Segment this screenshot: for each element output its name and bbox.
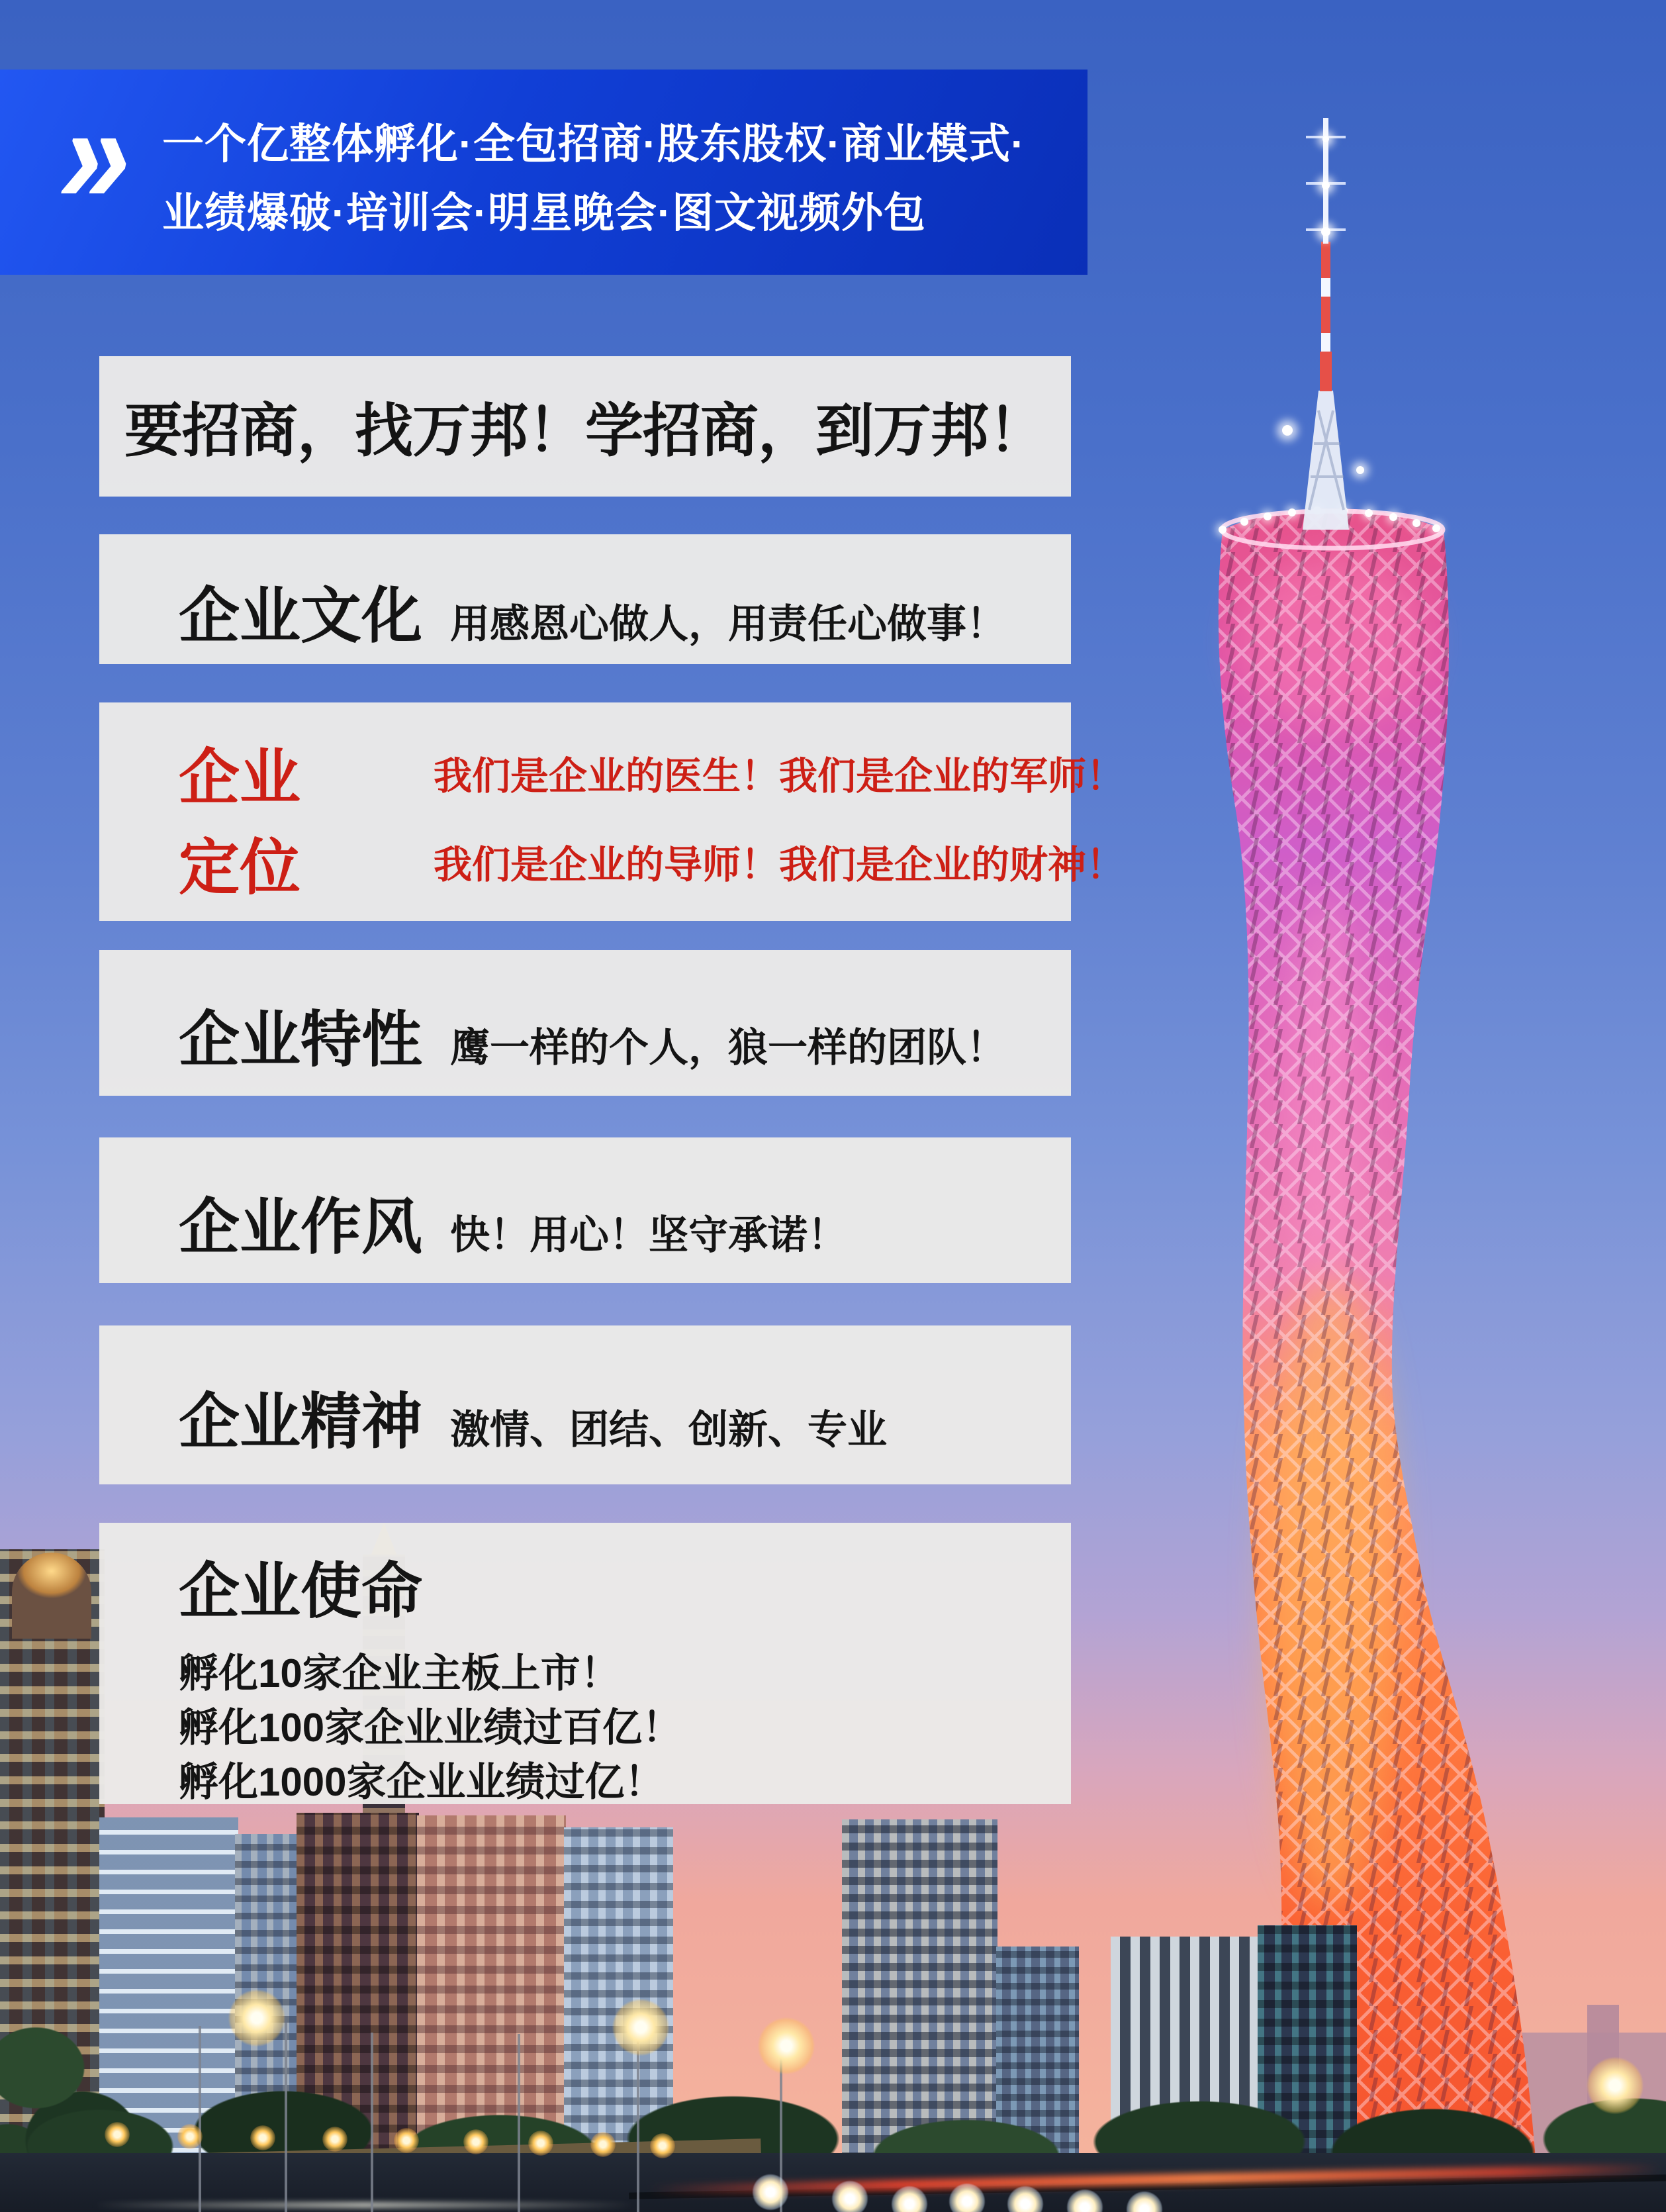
spirit-text: 激情、团结、创新、专业 <box>450 1408 887 1452</box>
street-lamp <box>751 2173 790 2211</box>
street-lamp-glow <box>1583 2054 1647 2117</box>
positioning-line-1: 我们是企业的医生！我们是企业的军师！ <box>434 755 1125 798</box>
street-lamp <box>177 2124 203 2149</box>
positioning-title-top: 企业 <box>179 744 301 812</box>
traits-text: 鹰一样的个人，狼一样的团队！ <box>450 1026 1006 1070</box>
street-lamp <box>831 2180 869 2212</box>
traits-box <box>99 950 1071 1096</box>
culture-text: 用感恩心做人，用责任心做事！ <box>450 602 1006 646</box>
banner-line-2: 业绩爆破·培训会·明星晚会·图文视频外包 <box>162 190 926 236</box>
street-lamp <box>590 2132 616 2157</box>
mission-line-1: 孵化10家企业主板上市！ <box>179 1651 620 1696</box>
street-lamp <box>250 2125 275 2150</box>
double-chevron-icon: » <box>46 76 150 234</box>
street-lamp-glow <box>609 1996 672 2059</box>
car-light-trail <box>93 2202 635 2208</box>
street-lamp-glow <box>755 2014 818 2078</box>
slogan-text: 要招商，找万邦！学招商，到万邦！ <box>124 398 1046 463</box>
lamp-pole <box>199 2026 201 2212</box>
positioning-title-bottom: 定位 <box>179 834 301 902</box>
street-lamp-glow <box>225 1986 289 2050</box>
positioning-line-2: 我们是企业的导师！我们是企业的财神！ <box>434 843 1125 887</box>
mission-line-2: 孵化100家企业业绩过百亿！ <box>179 1706 682 1750</box>
workstyle-title: 企业作风 <box>179 1194 423 1261</box>
lamp-pole <box>285 2023 287 2212</box>
street-lamp <box>528 2131 553 2156</box>
mission-line-3: 孵化1000家企业业绩过亿！ <box>179 1760 665 1804</box>
street-lamp <box>650 2133 675 2158</box>
lamp-pole <box>637 2033 639 2212</box>
building-gold-crown <box>12 1553 91 1639</box>
lamp-pole <box>371 2033 373 2212</box>
header-banner <box>0 70 1088 275</box>
workstyle-box <box>99 1137 1071 1283</box>
mission-title: 企业使命 <box>179 1558 423 1625</box>
traits-title: 企业特性 <box>179 1006 423 1074</box>
workstyle-text: 快！用心！坚守承诺！ <box>450 1213 847 1257</box>
spirit-box <box>99 1325 1071 1484</box>
culture-box <box>99 534 1071 664</box>
lamp-pole <box>518 2034 520 2212</box>
slogan-box <box>99 356 1071 497</box>
street-lamp <box>322 2127 347 2152</box>
banner-line-1: 一个亿整体孵化·全包招商·股东股权·商业模式· <box>162 121 1025 168</box>
culture-title: 企业文化 <box>179 583 423 650</box>
street-lamp <box>105 2122 130 2147</box>
positioning-box <box>99 702 1125 921</box>
street-lamp <box>394 2128 419 2153</box>
spirit-title: 企业精神 <box>179 1388 423 1456</box>
mission-box <box>99 1523 1071 1804</box>
street-lamp <box>463 2129 488 2154</box>
